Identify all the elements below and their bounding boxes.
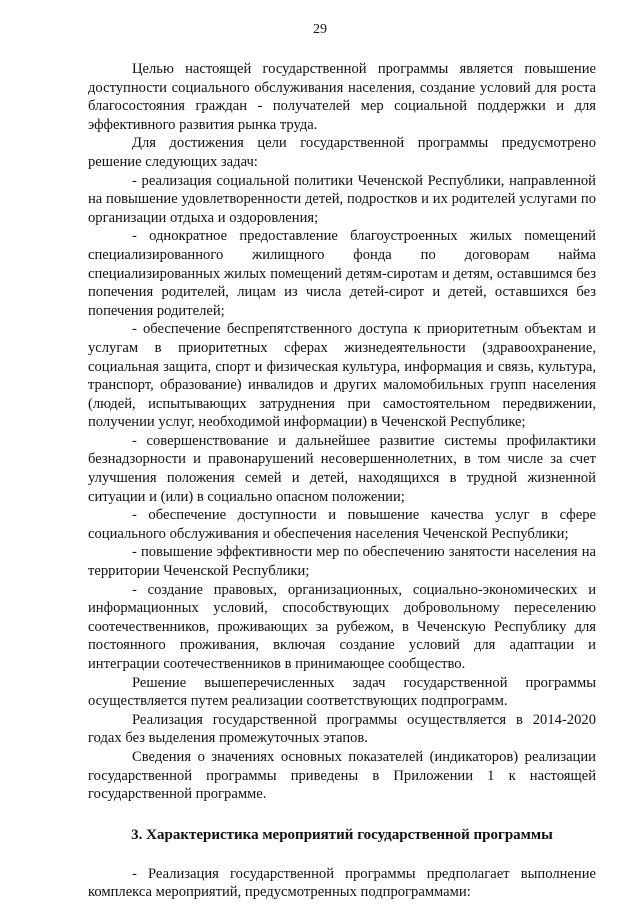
goal-paragraph: Целью настоящей государственной программы является повышение доступности социального обслуживания населения, создание условий для роста благосостояния граждан - получателей мер социальной поддержки и для эффективного развития рынка труда. (88, 61, 596, 133)
page-number: 29 (313, 22, 327, 37)
subprograms-paragraph: Решение вышеперечисленных задач государственной программы осуществляется путем реализации соответствующих подпрограмм. (88, 674, 596, 710)
tasks-intro-paragraph: Для достижения цели государственной программы предусмотрено решение следующих задач: (88, 135, 596, 170)
task-item: - реализация социальной политики Чеченской Республики, направленной на повышение удовлетворенности детей, подростков и их родителей услугами по организации отдыха и оздоровления; (88, 172, 596, 226)
task-item: - однократное предоставление благоустроенных жилых помещений специализированного жилищного фонда по договорам найма специализированных жилых помещений детям-сиротам и детям, оставшимся без попечения родителей, лицам из числа детей-сирот и детей, оставшихся без попечения родителей; (88, 228, 596, 319)
task-item: - создание правовых, организационных, социально-экономических и информационных условий, способствующих добровольному переселению соотечественников, проживающих за рубежом, в Чеченскую Республику для постоянного проживания, включая создание условий для адаптации и интеграции соотечественников в принимающее сообщество. (88, 581, 596, 672)
task-item: - повышение эффективности мер по обеспечению занятости населения на территории Чеченской Республики; (88, 544, 596, 580)
task-item: - совершенствование и дальнейшее развитие системы профилактики безнадзорности и правонарушений несовершеннолетних, в том числе за счет улучшения положения семей и детей, находящихся в трудной жизненной ситуации и (или) в социально опасном положении; (88, 432, 596, 505)
task-item: - обеспечение доступности и повышение качества услуг в сфере социального обслуживания и обеспечения населения Чеченской Республики; (88, 507, 596, 542)
period-paragraph: Реализация государственной программы осуществляется в 2014-2020 годах без выделения промежуточных этапов. (88, 711, 596, 747)
indicators-paragraph: Сведения о значениях основных показателей (индикаторов) реализации государственной программы приведены в Приложении 1 к настоящей государственной программе. (88, 748, 596, 803)
section-paragraph: - Реализация государственной программы предполагает выполнение комплекса мероприятий, предусмотренных подпрограммами: (88, 865, 596, 901)
document-body (88, 60, 596, 902)
section-heading: 3. Характеристика мероприятий государственной программы (131, 826, 553, 843)
task-item: - обеспечение беспрепятственного доступа к приоритетным объектам и услугам в приоритетных сферах жизнедеятельности (здравоохранение, социальная защита, спорт и физическая культура, информация и связь, культура, транспорт, образование) инвалидов и других маломобильных групп населения (людей, испытывающих затруднения при самостоятельном передвижении, получении услуг, необходимой информации) в Чеченской Республике; (88, 321, 596, 431)
